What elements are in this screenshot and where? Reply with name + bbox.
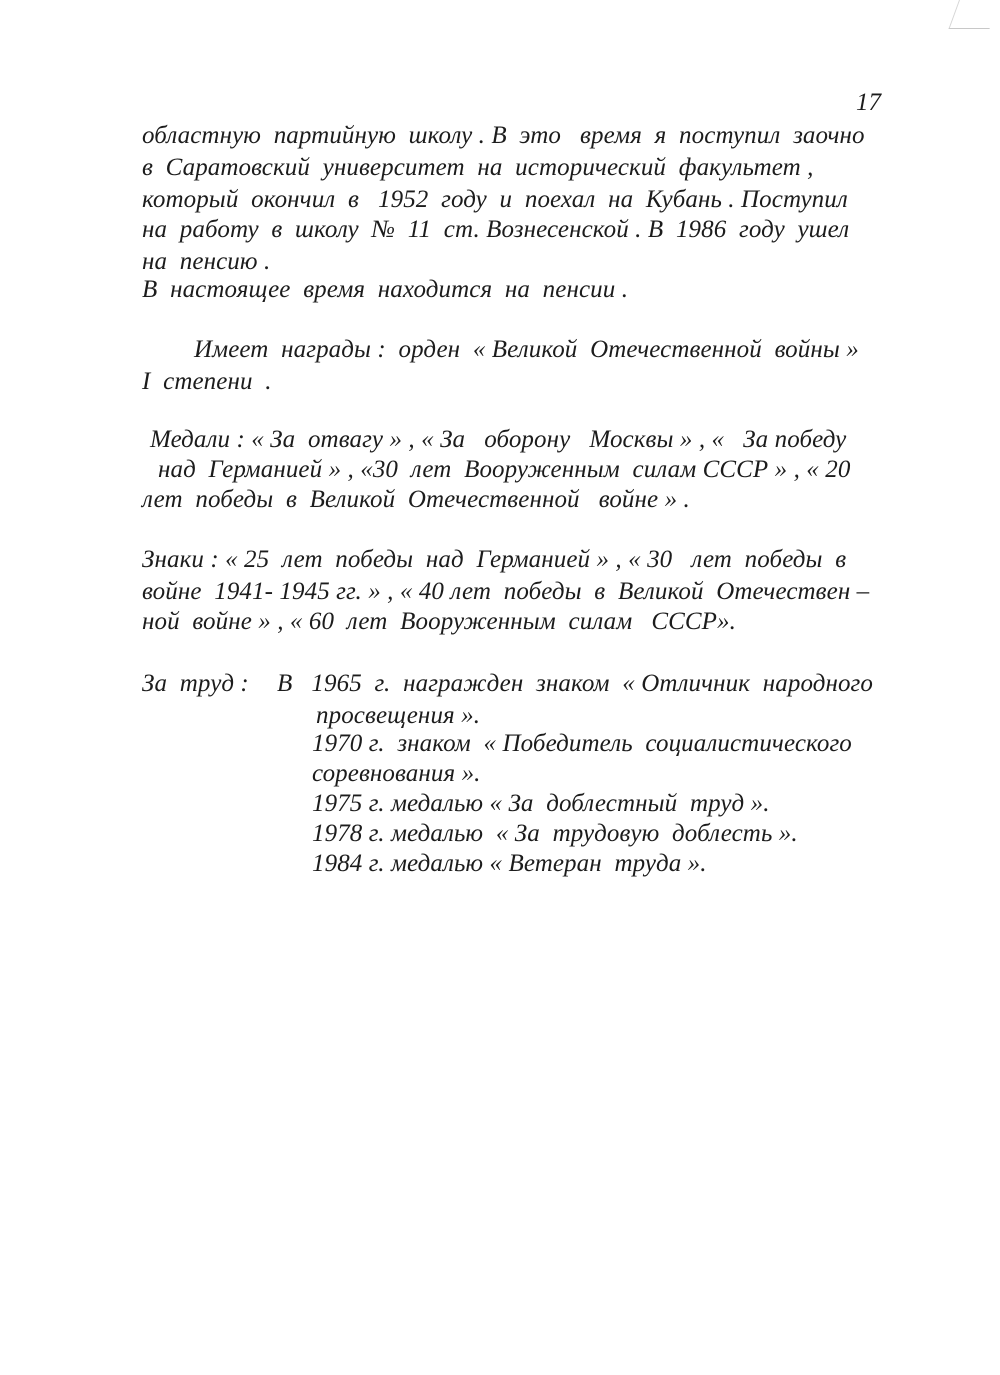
badges-line-1: Знаки : « 25 лет победы над Германией » , « 30 лет победы в [142, 546, 847, 573]
medals-line-2: над Германией » , «30 лет Вооруженным силам СССР » , « 20 [158, 456, 851, 483]
medals-line-3: лет победы в Великой Отечественной войне » . [142, 486, 690, 513]
paragraph-1-line-3: который окончил в 1952 году и поехал на Кубань . Поступил [142, 186, 848, 213]
paragraph-1-line-2: в Саратовский университет на исторический факультет , [142, 154, 814, 181]
paragraph-1-line-6: В настоящее время находится на пенсии . [142, 276, 629, 303]
awards-line-1: Имеет награды : орден « Великой Отечественной войны » [194, 336, 859, 363]
paragraph-1-line-1: областную партийную школу . В это время я поступил заочно [142, 122, 865, 149]
labor-line-3: 1970 г. знаком « Победитель социалистического [312, 730, 852, 757]
labor-label: За труд : [142, 670, 249, 697]
badges-line-3: ной войне » , « 60 лет Вооруженным силам СССР». [142, 608, 736, 635]
labor-line-7: 1984 г. медалью « Ветеран труда ». [312, 850, 707, 877]
labor-line-6: 1978 г. медалью « За трудовую доблесть ». [312, 820, 798, 847]
page-corner-edge [948, 0, 1000, 29]
medals-line-1: Медали : « За отвагу » , « За оборону Москвы » , « За победу [150, 426, 847, 453]
awards-line-2: I степени . [142, 368, 272, 395]
badges-line-2: войне 1941- 1945 гг. » , « 40 лет победы в Великой Отечествен – [142, 578, 870, 605]
paragraph-1-line-4: на работу в школу № 11 ст. Вознесенской . В 1986 году ушел [142, 216, 850, 243]
labor-line-2: просвещения ». [316, 702, 481, 729]
labor-line-5: 1975 г. медалью « За доблестный труд ». [312, 790, 770, 817]
page-number: 17 [856, 89, 881, 116]
labor-line-4: соревнования ». [312, 760, 481, 787]
paragraph-1-line-5: на пенсию . [142, 248, 271, 275]
labor-line-1: В 1965 г. награжден знаком « Отличник народного [277, 670, 874, 697]
